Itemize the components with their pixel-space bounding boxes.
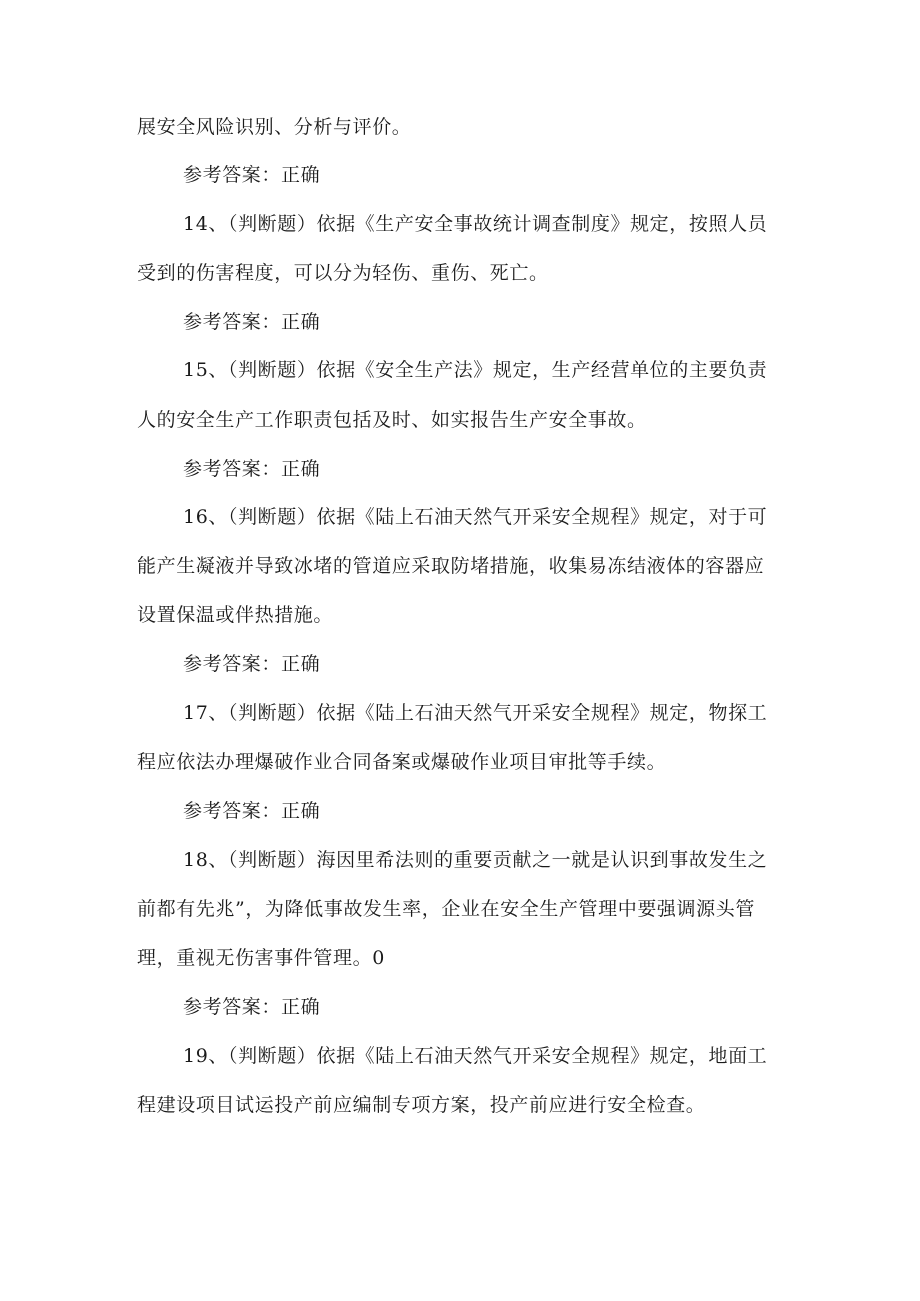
answer-line: 参考答案：正确 (183, 653, 321, 675)
answer-line: 参考答案：正确 (183, 164, 321, 186)
answer-line: 参考答案：正确 (183, 311, 321, 333)
answer-line: 参考答案：正确 (183, 458, 321, 480)
question-15-line-1: 15、（判断题）依据《安全生产法》规定，生产经营单位的主要负责 (183, 359, 768, 381)
question-18-line-3: 理，重视无伤害事件管理。0 (137, 947, 385, 969)
question-19-line-1: 19、（判断题）依据《陆上石油天然气开采安全规程》规定，地面工 (183, 1045, 768, 1067)
question-14-line-1: 14、（判断题）依据《生产安全事故统计调查制度》规定，按照人员 (183, 213, 768, 235)
question-18-line-2: 前都有先兆”，为降低事故发生率，企业在安全生产管理中要强调源头管 (137, 898, 755, 920)
question-17-line-1: 17、（判断题）依据《陆上石油天然气开采安全规程》规定，物探工 (183, 702, 768, 724)
question-14-line-2: 受到的伤害程度，可以分为轻伤、重伤、死亡。 (137, 262, 549, 284)
question-15-line-2: 人的安全生产工作职责包括及时、如实报告生产安全事故。 (137, 409, 647, 431)
question-18-line-1: 18、（判断题）海因里希法则的重要贡献之一就是认识到事故发生之 (183, 849, 768, 871)
question-16-line-1: 16、（判断题）依据《陆上石油天然气开采安全规程》规定，对于可 (183, 506, 768, 528)
question-17-line-2: 程应依法办理爆破作业合同备案或爆破作业项目审批等手续。 (137, 751, 667, 773)
question-19-line-2: 程建设项目试运投产前应编制专项方案，投产前应进行安全检查。 (137, 1094, 706, 1116)
question-16-line-2: 能产生凝液并导致冰堵的管道应采取防堵措施，收集易冻结液体的容器应 (137, 555, 765, 577)
question-16-line-3: 设置保温或伴热措施。 (137, 604, 334, 626)
paragraph-line: 展安全风险识别、分析与评价。 (137, 116, 412, 138)
answer-line: 参考答案：正确 (183, 996, 321, 1018)
answer-line: 参考答案：正确 (183, 800, 321, 822)
